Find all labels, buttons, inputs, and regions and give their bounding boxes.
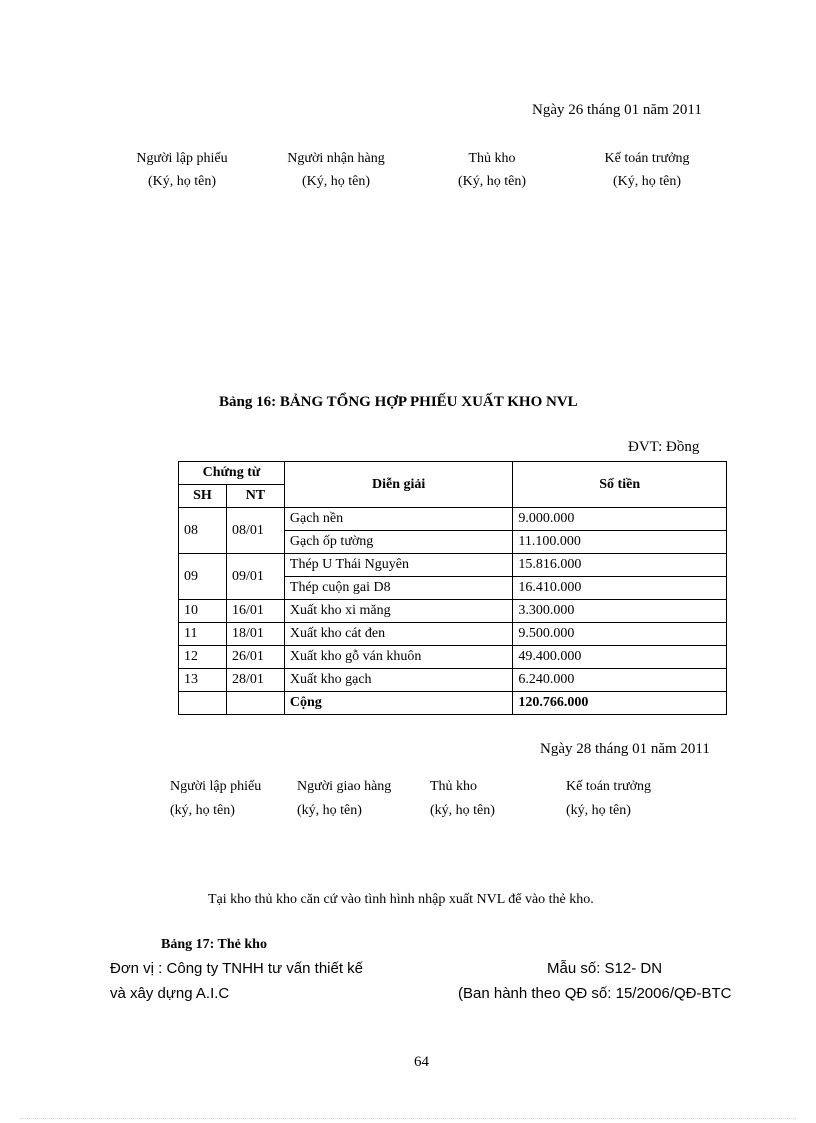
cell-dien-giai: Xuất kho gỗ ván khuôn [284, 646, 512, 669]
date-line-1: Ngày 26 tháng 01 năm 2011 [532, 102, 702, 118]
signature-role: Người giao hàng [297, 779, 392, 794]
signature-block-deliverer [297, 775, 391, 823]
signature-role: Thủ kho [430, 779, 478, 794]
header-so-tien: Số tiền [513, 462, 727, 508]
cell-so-tien: 3.300.000 [513, 600, 727, 623]
decision-reference: (Ban hành theo QĐ số: 15/2006/QĐ-BTC [458, 985, 732, 1002]
cell-so-tien: 49.400.000 [513, 646, 727, 669]
header-dien-giai: Diễn giải [284, 462, 512, 508]
signature-role: Người lập phiếu [136, 151, 228, 166]
signature-block-storekeeper-2 [430, 775, 495, 823]
table-row [179, 669, 727, 692]
cell-sh: 09 [179, 554, 227, 600]
signature-note: (Ký, họ tên) [457, 174, 527, 189]
cell-sh: 13 [179, 669, 227, 692]
total-value: 120.766.000 [513, 692, 727, 715]
signature-note: (ký, họ tên) [170, 803, 235, 818]
unit-line-1: Đơn vị : Công ty TNHH tư vấn thiết kế [110, 960, 364, 977]
cell-dien-giai: Xuất kho gạch [284, 669, 512, 692]
cell-so-tien: 9.500.000 [513, 623, 727, 646]
signature-note: (ký, họ tên) [566, 803, 631, 818]
header-sh: SH [179, 485, 227, 508]
header-chung-tu: Chứng từ [179, 462, 285, 485]
cell-dien-giai: Xuất kho xi măng [284, 600, 512, 623]
signature-block-receiver [266, 147, 406, 193]
signature-note: (Ký, họ tên) [301, 174, 371, 189]
cell-so-tien: 16.410.000 [513, 577, 727, 600]
table-row [179, 508, 727, 531]
header-nt: NT [226, 485, 284, 508]
table-row [179, 646, 727, 669]
unit-line-2: và xây dựng A.I.C [110, 985, 230, 1002]
cell-sh: 11 [179, 623, 227, 646]
cell-so-tien: 6.240.000 [513, 669, 727, 692]
cell-empty [179, 692, 227, 715]
cell-nt: 28/01 [226, 669, 284, 692]
signature-note: (ký, họ tên) [430, 803, 495, 818]
cell-dien-giai: Thép cuộn gai D8 [284, 577, 512, 600]
signature-role: Người lập phiếu [170, 779, 262, 794]
cell-so-tien: 9.000.000 [513, 508, 727, 531]
total-label: Cộng [284, 692, 512, 715]
form-code: Mẫu số: S12- DN [547, 960, 663, 977]
stock-card-paragraph: Tại kho thủ kho căn cứ vào tình hình nhập xuất NVL để vào thẻ kho. [208, 892, 594, 907]
export-summary-table [178, 461, 727, 715]
cell-sh: 10 [179, 600, 227, 623]
signature-role: Người nhận hàng [287, 151, 385, 166]
cell-dien-giai: Gạch nền [284, 508, 512, 531]
cell-so-tien: 11.100.000 [513, 531, 727, 554]
signature-block-preparer [112, 147, 252, 193]
table-header-row [179, 462, 727, 485]
currency-unit: ĐVT: Đồng [628, 439, 700, 455]
cell-nt: 16/01 [226, 600, 284, 623]
cell-nt: 08/01 [226, 508, 284, 554]
signature-block-chief-accountant-2 [566, 775, 651, 823]
signature-role: Thủ kho [468, 151, 516, 166]
cell-empty [226, 692, 284, 715]
table-row [179, 623, 727, 646]
table-17-title: Bảng 17: Thẻ kho [161, 937, 267, 952]
signature-block-storekeeper [422, 147, 562, 193]
signature-note: (Ký, họ tên) [147, 174, 217, 189]
cell-nt: 18/01 [226, 623, 284, 646]
cell-dien-giai: Gạch ốp tường [284, 531, 512, 554]
cell-dien-giai: Xuất kho cát đen [284, 623, 512, 646]
table-row [179, 554, 727, 577]
signature-block-preparer-2 [170, 775, 261, 823]
table-total-row [179, 692, 727, 715]
signature-note: (ký, họ tên) [297, 803, 362, 818]
signature-note: (Ký, họ tên) [612, 174, 682, 189]
cell-dien-giai: Thép U Thái Nguyên [284, 554, 512, 577]
cell-nt: 26/01 [226, 646, 284, 669]
footer-divider [20, 1118, 796, 1119]
cell-sh: 08 [179, 508, 227, 554]
date-line-2: Ngày 28 tháng 01 năm 2011 [540, 741, 710, 757]
signature-role: Kế toán trưởng [566, 779, 651, 794]
cell-nt: 09/01 [226, 554, 284, 600]
cell-so-tien: 15.816.000 [513, 554, 727, 577]
page-number: 64 [414, 1054, 429, 1070]
signature-role: Kế toán trưởng [604, 151, 690, 166]
signature-block-chief-accountant [577, 147, 717, 193]
table-16-title: Bảng 16: BẢNG TỔNG HỢP PHIẾU XUẤT KHO NVL [219, 394, 578, 410]
cell-sh: 12 [179, 646, 227, 669]
table-row [179, 600, 727, 623]
